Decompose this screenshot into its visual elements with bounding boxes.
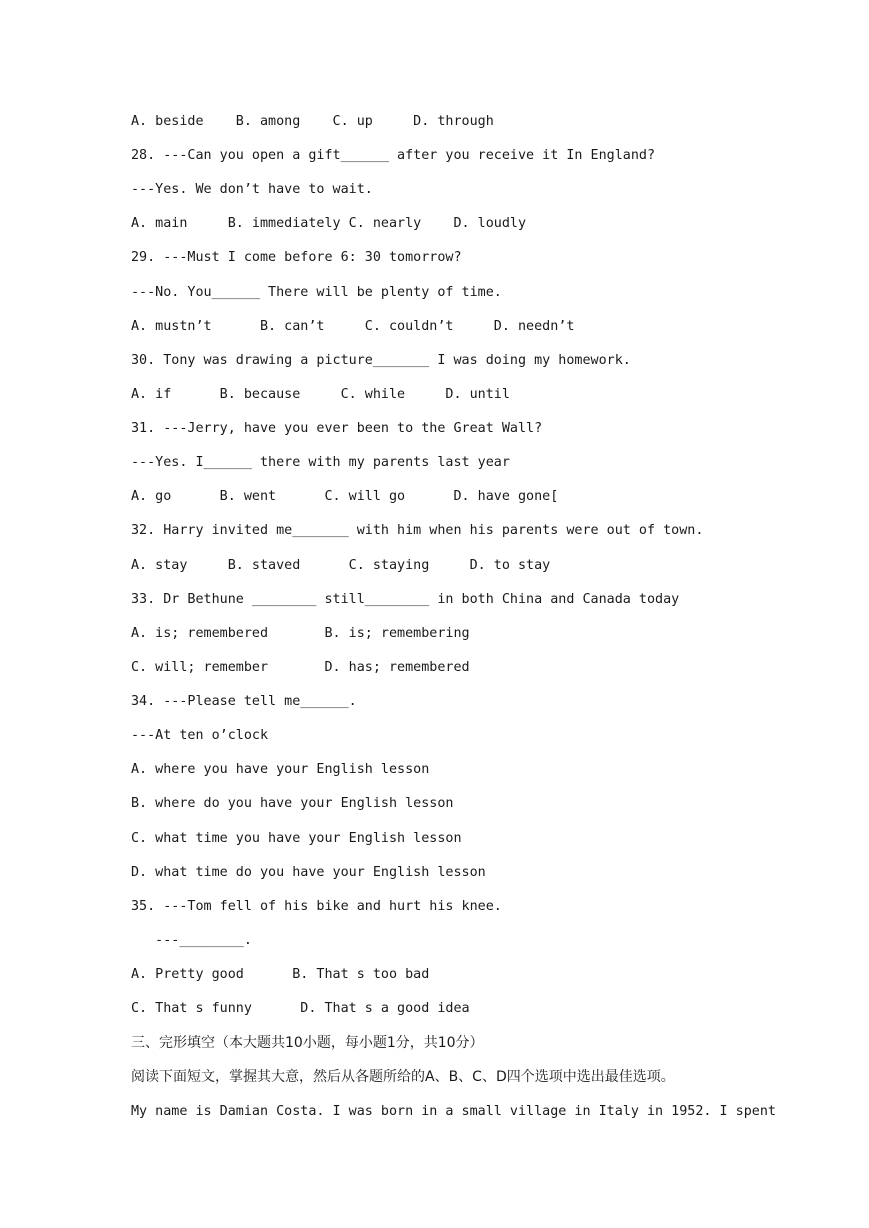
q29-options: A. mustn’t B. can’t C. couldn’t D. needn’t [131, 319, 575, 334]
q35-options-ab: A. Pretty good B. That s too bad [131, 967, 430, 982]
q34-option-a: A. where you have your English lesson [131, 762, 430, 777]
q30-options: A. if B. because C. while D. until [131, 387, 510, 402]
q35-options-cd: C. That s funny D. That s a good idea [131, 1001, 470, 1016]
q28-options: A. main B. immediately C. nearly D. loudly [131, 216, 527, 231]
q34-question: 34. ---Please tell me______. [131, 694, 357, 709]
q31-options: A. go B. went C. will go D. have gone[ [131, 489, 559, 504]
q32-options: A. stay B. staved C. staying D. to stay [131, 558, 551, 573]
cloze-passage-first-line: My name is Damian Costa. I was born in a small village in Italy in 1952. I spent [131, 1104, 776, 1119]
q33-options-cd: C. will; remember D. has; remembered [131, 660, 470, 675]
q29-question: 29. ---Must I come before 6: 30 tomorrow? [131, 250, 462, 265]
q35-reply: ---________. [131, 933, 252, 948]
q34-reply: ---At ten o’clock [131, 728, 269, 743]
q34-option-d: D. what time do you have your English lesson [131, 865, 486, 880]
q35-question: 35. ---Tom fell of his bike and hurt his knee. [131, 899, 502, 914]
q33-options-ab: A. is; remembered B. is; remembering [131, 626, 470, 641]
q30-question: 30. Tony was drawing a picture_______ I was doing my homework. [131, 353, 631, 368]
q34-option-c: C. what time you have your English lesson [131, 831, 462, 846]
q29-reply: ---No. You______ There will be plenty of time. [131, 285, 502, 300]
q28-reply: ---Yes. We don’t have to wait. [131, 182, 373, 197]
q28-question: 28. ---Can you open a gift______ after you receive it In England? [131, 148, 656, 163]
q32-question: 32. Harry invited me_______ with him when his parents were out of town. [131, 523, 704, 538]
q34-option-b: B. where do you have your English lesson [131, 796, 454, 811]
q31-question: 31. ---Jerry, have you ever been to the Great Wall? [131, 421, 543, 436]
section-heading-cloze: 三、完形填空（本大题共10小题，每小题1分，共10分） [131, 1035, 484, 1051]
cloze-instructions: 阅读下面短文，掌握其大意，然后从各题所给的A、B、C、D四个选项中选出最佳选项。 [131, 1069, 675, 1085]
q27-options: A. beside B. among C. up D. through [131, 114, 494, 129]
q33-question: 33. Dr Bethune ________ still________ in both China and Canada today [131, 592, 680, 607]
q31-reply: ---Yes. I______ there with my parents last year [131, 455, 510, 470]
